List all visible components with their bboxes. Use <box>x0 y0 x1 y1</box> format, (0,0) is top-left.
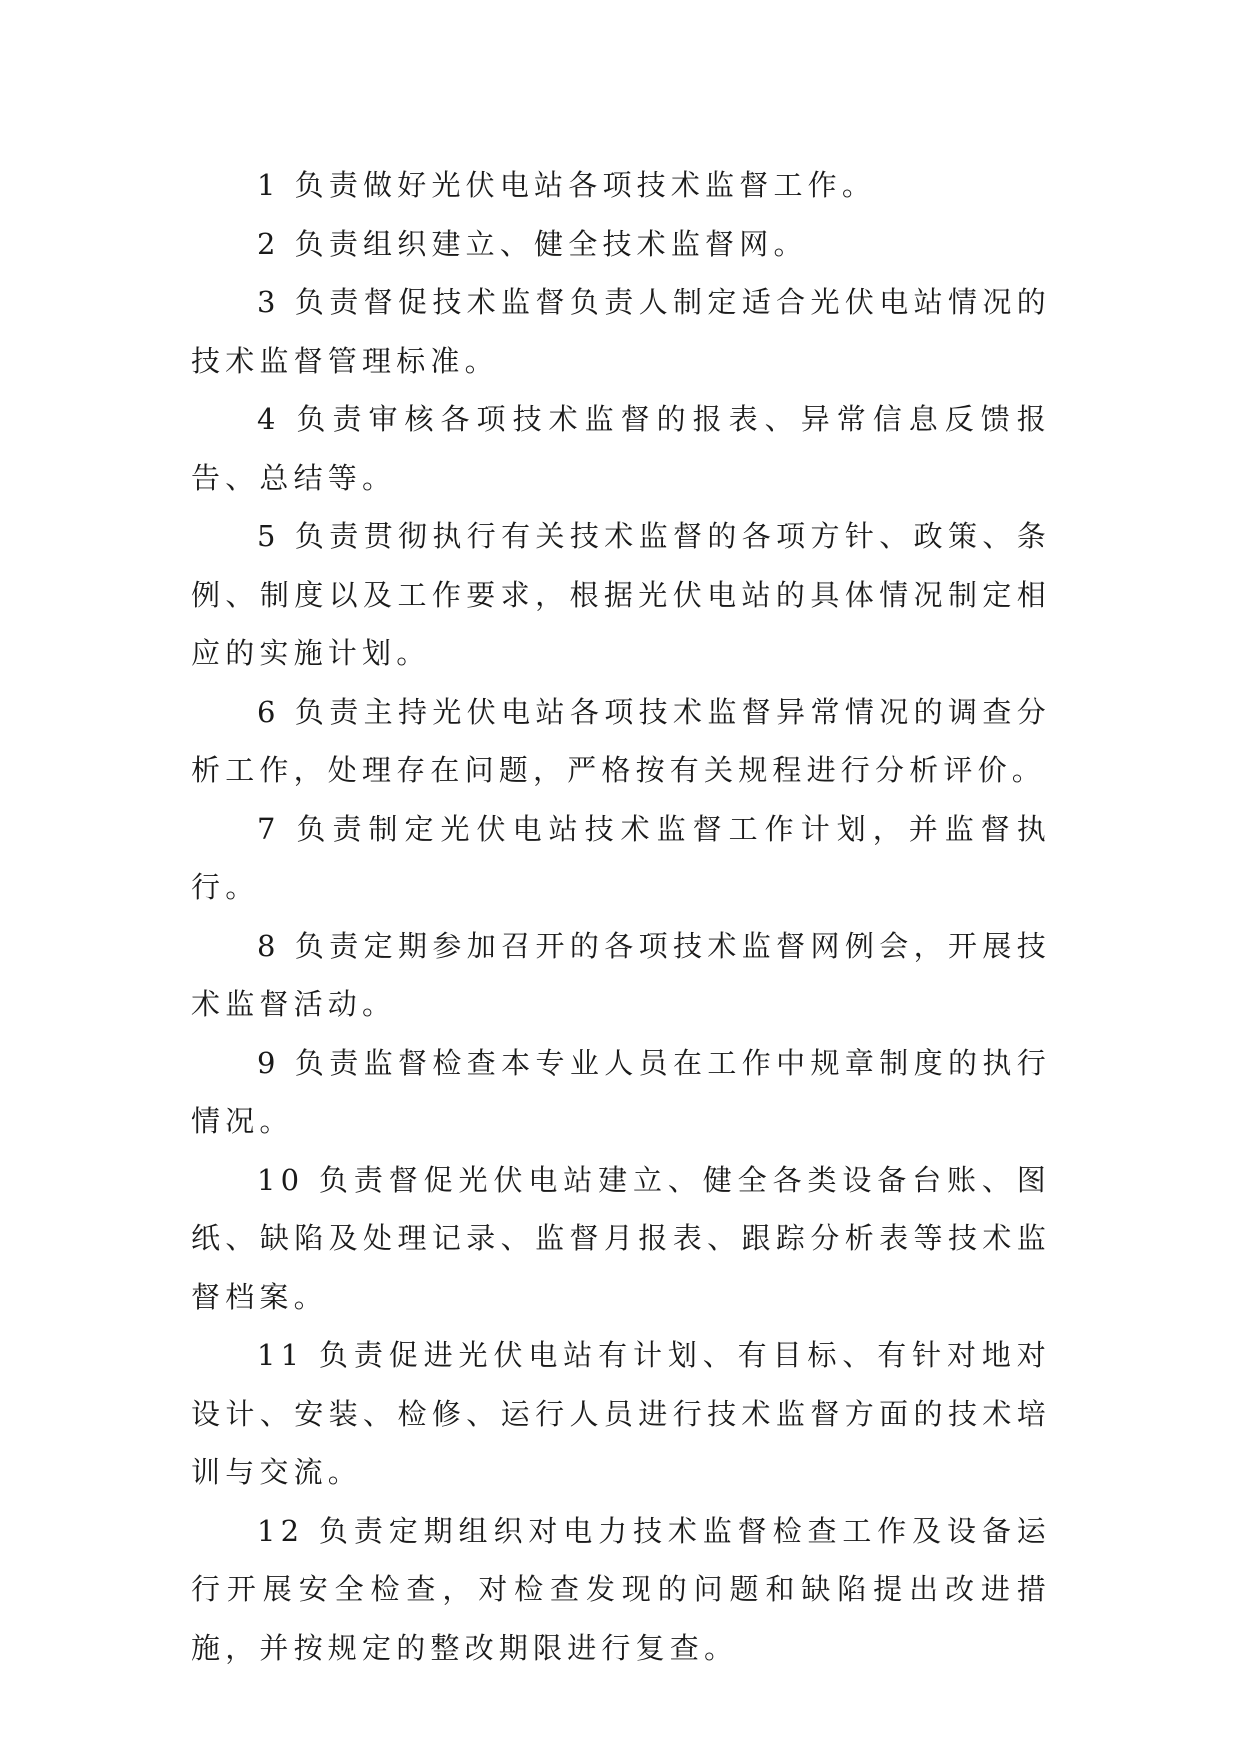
list-item <box>191 1034 1051 1151</box>
item-text: 负责定期组织对电力技术监督检查工作及设备运行开展安全检查，对检查发现的问题和缺陷提出改进措施，并按规定的整改期限进行复查。 <box>191 1513 1051 1665</box>
list-item <box>191 390 1051 507</box>
item-text: 负责促进光伏电站有计划、有目标、有针对地对设计、安装、检修、运行人员进行技术监督方面的技术培训与交流。 <box>191 1338 1051 1489</box>
item-text: 负责贯彻执行有关技术监督的各项方针、政策、条例、制度以及工作要求，根据光伏电站的具体情况制定相应的实施计划。 <box>191 519 1051 670</box>
item-number: 2 <box>257 226 281 261</box>
item-number: 5 <box>257 519 281 553</box>
item-number: 4 <box>257 402 281 436</box>
list-item <box>191 273 1051 390</box>
list-item <box>191 507 1051 683</box>
list-item <box>191 1326 1051 1502</box>
item-text: 负责定期参加召开的各项技术监督网例会，开展技术监督活动。 <box>191 928 1051 1021</box>
item-number: 7 <box>257 811 281 846</box>
item-number: 12 <box>257 1513 305 1548</box>
list-item <box>191 1502 1051 1678</box>
list-item <box>191 1151 1051 1327</box>
list-item <box>191 683 1051 800</box>
item-text: 负责督促光伏电站建立、健全各类设备台账、图纸、缺陷及处理记录、监督月报表、跟踪分析表等技术监督档案。 <box>191 1162 1051 1314</box>
item-text: 负责主持光伏电站各项技术监督异常情况的调查分析工作，处理存在问题，严格按有关规程进行分析评价。 <box>191 694 1051 787</box>
item-number: 10 <box>257 1162 305 1197</box>
item-number: 6 <box>257 694 281 729</box>
item-text: 负责做好光伏电站各项技术监督工作。 <box>294 168 877 202</box>
item-text: 负责审核各项技术监督的报表、异常信息反馈报告、总结等。 <box>191 402 1051 495</box>
item-number: 9 <box>257 1045 281 1080</box>
item-number: 11 <box>257 1338 305 1372</box>
list-item <box>191 215 1051 274</box>
item-text: 负责监督检查本专业人员在工作中规章制度的执行情况。 <box>191 1045 1051 1138</box>
document-body <box>191 156 1051 1677</box>
list-item <box>191 917 1051 1034</box>
list-item <box>191 156 1051 215</box>
item-number: 3 <box>257 285 281 319</box>
item-text: 负责督促技术监督负责人制定适合光伏电站情况的技术监督管理标准。 <box>191 285 1051 378</box>
item-number: 1 <box>257 168 281 202</box>
item-text: 负责制定光伏电站技术监督工作计划，并监督执行。 <box>191 811 1051 904</box>
item-number: 8 <box>257 928 281 963</box>
list-item <box>191 800 1051 917</box>
item-text: 负责组织建立、健全技术监督网。 <box>294 226 808 261</box>
